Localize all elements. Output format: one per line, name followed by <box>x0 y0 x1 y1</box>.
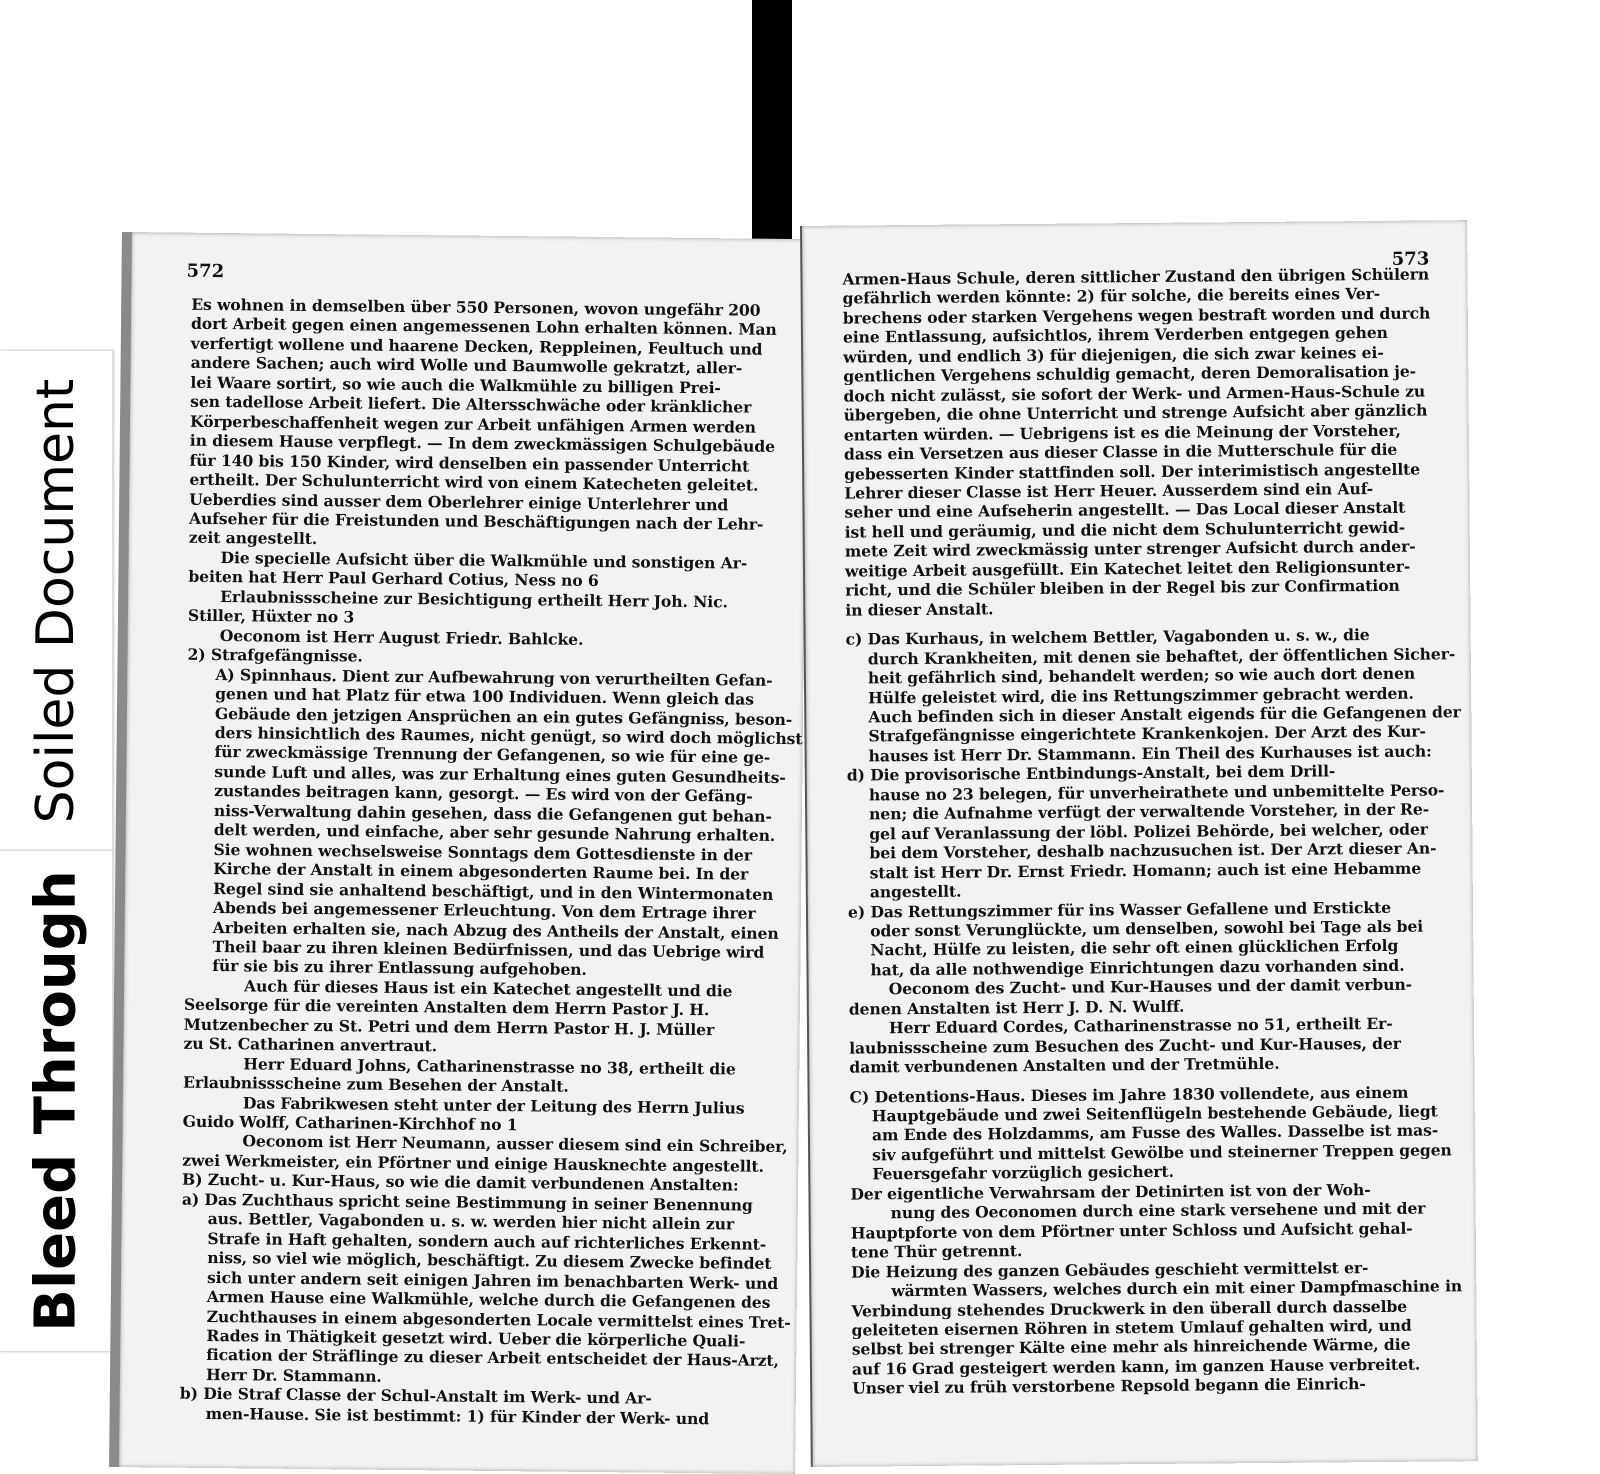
text-line: sich unter andern seit einigen Jahren im benachbarten Werk- und <box>206 1267 779 1293</box>
text-line: d) Die provisorische Entbindungs-Anstalt, bei dem Drill- <box>846 761 1336 785</box>
text-line: Hauptgebäude und zwei Seitenflügeln bestehende Gebäude, liegt <box>871 1101 1438 1126</box>
text-line: B) Zucht- u. Kur-Haus, so wie die damit verbundenen Anstalten: <box>181 1170 739 1195</box>
text-line: Feuersgefahr vorzüglich gesichert. <box>872 1162 1174 1184</box>
text-line: Aufseher für die Freistunden und Beschäftigungen nach der Lehr- <box>188 508 764 534</box>
text-line: weitige Arbeit ausgefüllt. Ein Katechet leitet den Religionsunter- <box>844 556 1411 581</box>
text-line: Auch für dieses Haus ist ein Katechet angestellt und die <box>244 976 733 1001</box>
text-line: Körperbeschaffenheit wegen zur Arbeit unfähigen Armen werden <box>189 411 757 437</box>
text-line: Lehrer dieser Classe ist Herr Heuer. Ausserdem sind ein Auf- <box>844 478 1374 503</box>
text-line: c) Das Kurhaus, in welchem Bettler, Vagabonden u. s. w., die <box>845 625 1370 649</box>
text-line: sunde Luft und alles, was zur Erhaltung eines guten Gesundheits- <box>214 761 786 787</box>
text-line: Herr Eduard Johns, Catharinenstrasse no 38, ertheilt die <box>243 1053 736 1079</box>
text-line: für sie bis zu ihrer Entlassung aufgehoben. <box>212 956 587 980</box>
text-line: damit verbundenen Anstalten und der Tretmühle. <box>849 1053 1280 1077</box>
text-line: verfertigt wollene und haarene Decken, Reppleinen, Feultuch und <box>190 333 763 359</box>
text-line: Armen Hause eine Walkmühle, welche durch die Gefangenen des <box>206 1287 771 1312</box>
text-line: nen; die Aufnahme verfügt der verwaltende Vorsteher, in der Re- <box>869 799 1430 824</box>
left-page <box>109 232 808 1474</box>
text-line: niss-Verwaltung dahin gesehen, dass die Gefangenen gut behan- <box>213 800 772 826</box>
text-line: 2) Strafgefängnisse. <box>187 644 363 666</box>
text-line: siv aufgeführt und mittelst Gewölbe und steinerner Treppen gegen <box>872 1140 1452 1165</box>
left-page-text <box>179 294 803 1429</box>
text-line: Ueberdies sind ausser dem Oberlehrer einige Unterlehrer und <box>189 489 729 514</box>
text-line: denen Anstalten ist Herr J. D. N. Wulff. <box>848 996 1185 1019</box>
text-line: selbst bei strenger Kälte eine mehr als hinreichende Wärme, die <box>851 1335 1411 1360</box>
text-line: Die Heizung des ganzen Gebäudes geschieht vermittelst er- <box>851 1257 1369 1282</box>
text-line: a) Das Zuchthaus spricht seine Bestimmung in seiner Benennung <box>181 1189 753 1215</box>
text-line: Oeconom ist Herr August Friedr. Bahlcke. <box>219 625 584 649</box>
text-line: am Ende des Holzdamms, am Fusse des Walles. Dasselbe ist mas- <box>871 1120 1439 1145</box>
text-line: Zuchthauses in einem abgesonderten Locale vermittelst eines Tret- <box>206 1306 791 1332</box>
text-line: nung des Oeconomen durch eine stark versehene und mit der <box>890 1198 1426 1223</box>
text-line: Das Fabrikwesen steht unter der Leitung des Herrn Julius <box>242 1092 745 1118</box>
text-line: für zweckmässige Trennung der Gefangenen, so wie für eine ge- <box>214 742 771 768</box>
text-line: für 140 bis 150 Kinder, wird denselben ein passender Unterricht <box>189 450 750 476</box>
right-page-text <box>842 264 1463 1398</box>
text-line: Oeconom ist Herr Neumann, ausser diesem sind ein Schreiber, <box>242 1131 788 1157</box>
text-line: dass ein Versetzen aus dieser Classe in die Mutterschule für die <box>843 439 1398 464</box>
text-line: men-Hause. Sie ist bestimmt: 1) für Kinder der Werk- und <box>205 1403 710 1429</box>
text-line: C) Detentions-Haus. Dieses im Jahre 1830 vollendete, aus einem <box>849 1082 1409 1107</box>
bleed-through-label: Bleed Through <box>23 870 89 1332</box>
text-line: auf 16 Grad gesteigert werden kann, im ganzen Hause verbreitet. <box>851 1354 1421 1379</box>
text-line: richt, und die Schüler bleiben in der Regel bis zur Confirmation <box>845 576 1400 600</box>
text-line: tene Thür getrennt. <box>850 1241 1023 1262</box>
text-line: Erlaubnissscheine zum Besehen der Anstalt. <box>182 1072 569 1096</box>
text-line: Theil baar zu ihren kleinen Bedürfnissen, und das Uebrige wird <box>212 936 765 962</box>
text-line: entarten würden. — Uebrigens ist es die Meinung der Vorsteher, <box>843 420 1401 445</box>
text-line: hauses ist Herr Dr. Stammann. Ein Theil des Kurhauses ist auch: <box>868 741 1432 766</box>
text-line: doch nicht zulässt, sie sofort der Werk- und Armen-Haus-Schule zu <box>843 381 1426 406</box>
text-line: ders hinsichtlich des Raumes, nicht genügt, so wird doch möglichst <box>214 722 803 749</box>
text-line: hat, da alle nothwendige Einrichtungen dazu vorhanden sind. <box>870 955 1405 980</box>
text-line: eine Entlassung, aufsichtlos, ihrem Verderben entgegen gehen <box>842 323 1388 347</box>
text-line: Armen-Haus Schule, deren sittlicher Zustand den übrigen Schülern <box>842 264 1430 289</box>
text-line: delt werden, und einfache, aber sehr gesunde Nahrung erhalten. <box>213 820 776 846</box>
text-line: heit gefährlich sind, behandelt werden; so wie auch dort denen <box>867 663 1416 688</box>
text-line: Rades in Thätigkeit gesetzt wird. Ueber die körperliche Quali- <box>206 1325 746 1351</box>
text-line: mete Zeit wird zweckmässig unter strenger Aufsicht durch ander- <box>844 536 1416 561</box>
side-labels <box>0 330 130 1370</box>
text-line: aus. Bettler, Vagabonden u. s. w. werden hier nicht allein zur <box>207 1209 735 1234</box>
text-line: genen und hat Platz für etwa 100 Individuen. Wenn gleich das <box>215 684 754 709</box>
text-line: sen tadellose Arbeit liefert. Die Altersschwäche oder kränklicher <box>190 391 752 417</box>
text-line: stalt ist Herr Dr. Ernst Friedr. Homann; auch ist eine Hebamme <box>869 858 1422 883</box>
text-line: seher und eine Aufseherin angestellt. — Das Local dieser Anstalt <box>844 498 1406 523</box>
text-line: andere Sachen; auch wird Wolle und Baumwolle gekratzt, aller- <box>190 353 743 378</box>
text-line: durch Krankheiten, mit denen sie behaftet, der öffentlichen Sicher- <box>867 643 1456 669</box>
right-page <box>800 220 1478 1467</box>
text-line: zu St. Catharinen anvertraut. <box>183 1033 438 1056</box>
text-line: in diesem Hause verpflegt. — In dem zweckmässigen Schulgebäude <box>189 430 776 457</box>
text-line: Unser viel zu früh verstorbene Repsold begann die Einrich- <box>852 1374 1366 1398</box>
text-line: gefährlich werden könnte: 2) für solche, die bereits eines Ver- <box>842 284 1381 309</box>
text-line: in dieser Anstalt. <box>845 599 994 620</box>
text-line: laubnissscheine zum Besuchen des Zucht- und Kur-Hauses, der <box>849 1033 1401 1058</box>
text-line: zustandes beitragen kann, gesorgt. — Es wird von der Gefäng- <box>214 781 753 806</box>
text-line: Gebäude den jetzigen Ansprüchen an ein gutes Gefängniss, beson- <box>214 703 793 729</box>
text-line: Nacht, Hülfe zu leisten, die sehr oft einen glücklichen Erfolg <box>870 936 1399 960</box>
left-page-number: 572 <box>186 260 225 283</box>
text-line: Erlaubnissscheine zur Besichtigung ertheilt Herr Joh. Nic. <box>220 586 728 612</box>
text-line: ertheilt. Der Schulunterricht wird von einem Katecheten geleitet. <box>189 469 759 495</box>
text-line: dort Arbeit gegen einen angemessenen Lohn erhalten können. Man <box>190 314 777 340</box>
text-line: niss, so viel wie möglich, beschäftigt. Zu diesem Zwecke befindet <box>207 1248 772 1274</box>
text-line: Kirche der Anstalt in einem abgesonderten Raume bei. In der <box>213 859 749 884</box>
text-line: angestellt. <box>869 881 962 902</box>
text-line: Hauptpforte von dem Pförtner unter Schloss und Aufsicht gehal- <box>850 1218 1413 1243</box>
text-line: Hülfe geleistet wird, die ins Rettungszimmer gebracht werden. <box>868 683 1414 707</box>
text-line: Mutzenbecher zu St. Petri und dem Herrn Pastor H. J. Müller <box>183 1014 715 1040</box>
text-line: bei dem Vorsteher, deshalb nachzusuchen ist. Der Arzt dieser An- <box>869 838 1437 863</box>
book-binding-strip <box>752 0 792 245</box>
text-line: Abends bei angemessener Erleuchtung. Von dem Ertrage ihrer <box>212 898 756 923</box>
text-line: A) Spinnhaus. Dient zur Aufbewahrung von verurtheilten Gefan- <box>215 664 773 690</box>
text-line: ist hell und geräumig, und die nicht dem Schulunterricht gewid- <box>844 517 1406 542</box>
text-line: hause no 23 belegen, für unverheirathete und unbemittelte Perso- <box>868 780 1445 805</box>
text-line: brechens oder starken Vergehens wegen bestraft worden und durch <box>842 303 1431 328</box>
text-line: zwei Werkmeister, ein Pförtner und einige Hausknechte angestellt. <box>182 1150 764 1176</box>
text-line: Seelsorge für die vereinten Anstalten dem Herrn Pastor J. H. <box>183 995 710 1020</box>
text-line: Strafgefängnisse eingerichtete Krankenkojen. Der Arzt des Kur- <box>868 721 1426 746</box>
text-line: Oeconom des Zucht- und Kur-Hauses und der damit verbun- <box>888 975 1413 999</box>
text-line: zeit angestellt. <box>188 528 318 549</box>
text-line: Strafe in Haft gehalten, sondern auch auf richterliches Erkennt- <box>207 1228 767 1254</box>
text-line: gentlichen Vergehens schuldig gemacht, deren Demoralisation je- <box>843 361 1417 386</box>
text-line: übergeben, die ohne Unterricht und strenge Aufsicht aber gänzlich <box>843 400 1428 425</box>
text-line: fication der Sträflinge zu dieser Arbeit entscheidet der Haus-Arzt, <box>206 1345 780 1371</box>
text-line: Es wohnen in demselben über 550 Personen, wovon ungefähr 200 <box>191 294 761 320</box>
text-line: Sie wohnen wechselsweise Sonntags dem Gottesdienste in der <box>213 839 753 865</box>
text-line: Die specielle Aufsicht über die Walkmühle und sonstigen Ar- <box>220 547 748 573</box>
text-line: Herr Dr. Stammann. <box>205 1364 382 1386</box>
text-line: Stiller, Hüxter no 3 <box>187 605 355 627</box>
text-line: Herr Eduard Cordes, Catharinenstrasse no 51, ertheilt Er- <box>888 1014 1393 1038</box>
soiled-document-label: Soiled Document <box>26 378 86 824</box>
text-line: lei Waare sortirt, so wie auch die Walkmühle zu billigen Prei- <box>190 372 721 398</box>
text-line: e) Das Rettungszimmer für ins Wasser Gefallene und Erstickte <box>847 897 1392 922</box>
text-line: Arbeiten erhalten sie, nach Abzug des Antheils der Anstalt, einen <box>212 917 779 943</box>
text-line: würden, und endlich 3) für diejenigen, die sich zwar keines ei- <box>843 342 1384 367</box>
text-line: geleiteten eisernen Röhren in stetem Umlauf gehalten wird, und <box>851 1315 1412 1340</box>
text-line: Auch befinden sich in dieser Anstalt eigends für die Gefangenen der <box>868 702 1461 727</box>
text-line: Guido Wolff, Catharinen-Kirchhof no 1 <box>182 1111 518 1135</box>
text-line: Der eigentliche Verwahrsam der Detinirten ist von der Woh- <box>850 1179 1371 1204</box>
text-line: oder sonst Verunglückte, um denselben, sowohl bei Tage als bei <box>870 916 1424 941</box>
text-line: gel auf Veranlassung der löbl. Polizei Behörde, bei welcher, oder <box>869 819 1428 844</box>
text-line: b) Die Straf Classe der Schul-Anstalt im Werk- und Ar- <box>179 1384 652 1408</box>
bleed-through-tab <box>0 850 113 1352</box>
text-line: gebesserten Kinder stattfinden soll. Der interimistisch angestellte <box>844 459 1421 484</box>
text-line: Regel sind sie anhaltend beschäftigt, und in den Wintermonaten <box>213 878 774 904</box>
soiled-document-tab <box>0 350 113 852</box>
text-line: Verbindung stehendes Druckwerk in den überall durch dasselbe <box>851 1296 1408 1321</box>
right-page-number: 573 <box>1391 248 1430 270</box>
text-line: wärmten Wassers, welches durch ein mit einer Dampfmaschine in <box>891 1276 1463 1301</box>
text-line: beiten hat Herr Paul Gerhard Cotius, Ness no 6 <box>188 567 599 591</box>
